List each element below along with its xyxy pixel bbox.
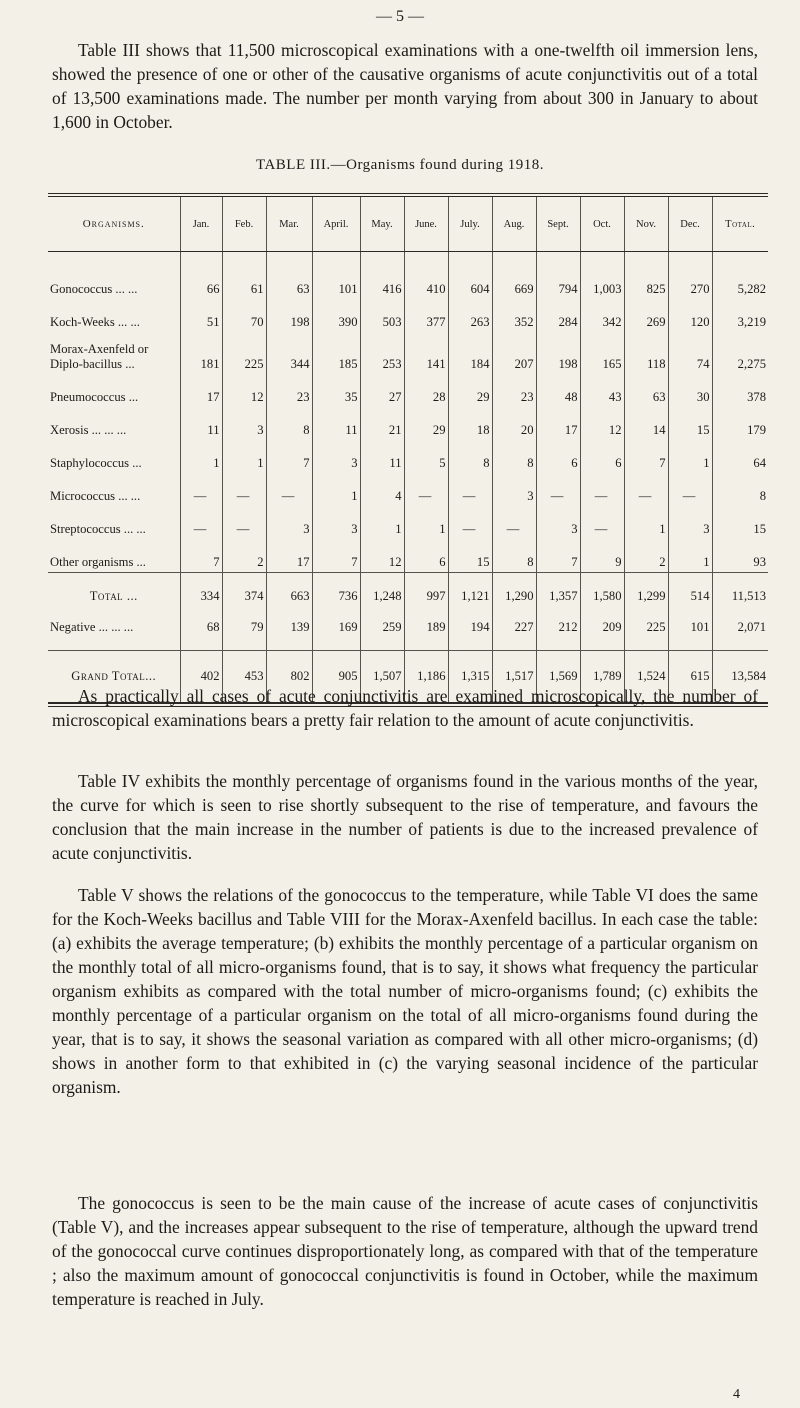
cell: 3: [222, 407, 266, 440]
cell: 3: [266, 506, 312, 539]
cell: 63: [266, 252, 312, 299]
cell: 8: [266, 407, 312, 440]
header-month: Nov.: [624, 197, 668, 251]
row-label: Micrococcus ... ...: [48, 473, 180, 506]
cell: 1,186: [404, 651, 448, 704]
cell: 18: [448, 407, 492, 440]
organisms-table: [48, 193, 768, 707]
row-label: Morax-Axenfeld or Diplo-bacillus ...: [48, 332, 180, 374]
table-row: [48, 440, 768, 473]
cell: 344: [266, 332, 312, 374]
cell: 20: [492, 407, 536, 440]
intro-paragraph: Table III shows that 11,500 microscopical examinations with a one-twelfth oil immersion lens, showed the presence of one or other of the causative organisms of acute conjunctivitis out of a total of 13,500 examinations made. The number per month varying from about 300 in January to about 1,600 in October.: [52, 40, 758, 132]
row-total: 378: [747, 390, 766, 404]
cell: 7: [624, 440, 668, 473]
row-label: Total ...: [48, 573, 180, 621]
cell: 1,290: [492, 573, 536, 621]
table-row: [48, 374, 768, 407]
cell: 189: [404, 620, 448, 651]
row-label: Staphylococcus ...: [48, 440, 180, 473]
row-total: 179: [747, 423, 766, 437]
cell: 12: [580, 407, 624, 440]
cell: 227: [492, 620, 536, 651]
cell: 79: [222, 620, 266, 651]
negative-row: [48, 620, 768, 651]
row-label: Pneumococcus ...: [48, 374, 180, 407]
cell: 66: [180, 252, 222, 299]
header-total: Total.: [725, 218, 756, 230]
cell: 139: [266, 620, 312, 651]
cell: 70: [222, 299, 266, 332]
total-row: [48, 573, 768, 621]
cell: 6: [404, 539, 448, 573]
cell: 11: [360, 440, 404, 473]
cell: —: [580, 473, 624, 506]
row-label: Grand Total...: [48, 651, 180, 704]
page-number: — 5 —: [376, 8, 424, 25]
cell: 169: [312, 620, 360, 651]
cell: 1: [222, 440, 266, 473]
cell: 3: [492, 473, 536, 506]
cell: 63: [624, 374, 668, 407]
row-label: Other organisms ...: [48, 539, 180, 573]
header-month: June.: [404, 197, 448, 251]
cell: 1: [404, 506, 448, 539]
cell: 28: [404, 374, 448, 407]
cell: 101: [312, 252, 360, 299]
cell: 185: [312, 332, 360, 374]
cell: 7: [266, 440, 312, 473]
row-label: Koch-Weeks ... ...: [48, 299, 180, 332]
cell: 8: [492, 440, 536, 473]
cell: 1: [668, 440, 712, 473]
row-label: Negative ... ... ...: [48, 620, 180, 651]
cell: 4: [360, 473, 404, 506]
table-row: [48, 506, 768, 539]
cell: 8: [448, 440, 492, 473]
cell: 1,357: [536, 573, 580, 621]
cell: 352: [492, 299, 536, 332]
cell: 15: [668, 407, 712, 440]
cell: 1: [624, 506, 668, 539]
row-total: 93: [753, 555, 766, 569]
cell: 1: [312, 473, 360, 506]
cell: 194: [448, 620, 492, 651]
cell: 1,507: [360, 651, 404, 704]
row-total: 11,513: [712, 573, 768, 621]
cell: 7: [180, 539, 222, 573]
table-row: [48, 299, 768, 332]
cell: 6: [536, 440, 580, 473]
row-total: 2,071: [737, 620, 766, 634]
cell: 74: [668, 332, 712, 374]
cell: —: [624, 473, 668, 506]
cell: —: [668, 473, 712, 506]
cell: 374: [222, 573, 266, 621]
cell: 17: [180, 374, 222, 407]
cell: 14: [624, 407, 668, 440]
cell: 3: [312, 506, 360, 539]
header-month: Sept.: [536, 197, 580, 251]
row-total: 3,219: [737, 315, 766, 329]
cell: 118: [624, 332, 668, 374]
row-label: Xerosis ... ... ...: [48, 407, 180, 440]
cell: 209: [580, 620, 624, 651]
header-organisms: Organisms.: [48, 197, 180, 251]
cell: 514: [668, 573, 712, 621]
row-total: 8: [759, 489, 766, 503]
cell: —: [536, 473, 580, 506]
paragraph: The gonococcus is seen to be the main cause of the increase of acute cases of conjunctivitis (Table V), and the increases appear subsequent to the rise of temperature, although the upward trend of the gonococcal curve continues disproportionately long, as compared with that of the temperature ; also the maximum amount of gonococcal conjunctivitis is found in October, while the maximum temperature is reached in July.: [52, 1193, 758, 1309]
cell: 503: [360, 299, 404, 332]
cell: 1,299: [624, 573, 668, 621]
cell: —: [266, 473, 312, 506]
paragraph: Table IV exhibits the monthly percentage of organisms found in the various months of the year, the curve for which is seen to rise shortly subsequent to the rise of temperature, and favours the conclusion that the main increase in the number of patients is due to the increased prevalence of acute conjunctivitis.: [52, 771, 758, 863]
cell: 905: [312, 651, 360, 704]
cell: 61: [222, 252, 266, 299]
cell: 12: [222, 374, 266, 407]
cell: 794: [536, 252, 580, 299]
cell: 1,248: [360, 573, 404, 621]
cell: —: [180, 506, 222, 539]
header-month: April.: [312, 197, 360, 251]
cell: 270: [668, 252, 712, 299]
row-total: 2,275: [737, 357, 766, 371]
cell: 11: [180, 407, 222, 440]
cell: 225: [624, 620, 668, 651]
cell: 269: [624, 299, 668, 332]
cell: 802: [266, 651, 312, 704]
cell: 17: [536, 407, 580, 440]
cell: 225: [222, 332, 266, 374]
header-month: July.: [448, 197, 492, 251]
row-total: 13,584: [712, 651, 768, 704]
cell: 390: [312, 299, 360, 332]
cell: 8: [492, 539, 536, 573]
cell: 1,003: [580, 252, 624, 299]
cell: 1,580: [580, 573, 624, 621]
row-label: Gonococcus ... ...: [48, 252, 180, 299]
cell: 21: [360, 407, 404, 440]
cell: 377: [404, 299, 448, 332]
cell: —: [222, 506, 266, 539]
cell: —: [404, 473, 448, 506]
cell: 1,524: [624, 651, 668, 704]
cell: —: [580, 506, 624, 539]
cell: 284: [536, 299, 580, 332]
cell: 663: [266, 573, 312, 621]
cell: 68: [180, 620, 222, 651]
cell: 11: [312, 407, 360, 440]
cell: 453: [222, 651, 266, 704]
cell: 7: [536, 539, 580, 573]
cell: 7: [312, 539, 360, 573]
footer-page-number: 4: [733, 1387, 740, 1402]
cell: 253: [360, 332, 404, 374]
cell: 141: [404, 332, 448, 374]
header-month: Jan.: [180, 197, 222, 251]
cell: 669: [492, 252, 536, 299]
table-row: [48, 539, 768, 573]
cell: 9: [580, 539, 624, 573]
row-total: 64: [753, 456, 766, 470]
cell: 410: [404, 252, 448, 299]
cell: 29: [404, 407, 448, 440]
cell: 198: [266, 299, 312, 332]
cell: 207: [492, 332, 536, 374]
cell: 23: [266, 374, 312, 407]
cell: 2: [624, 539, 668, 573]
cell: —: [448, 506, 492, 539]
cell: 825: [624, 252, 668, 299]
cell: —: [222, 473, 266, 506]
cell: 165: [580, 332, 624, 374]
cell: 5: [404, 440, 448, 473]
header-month: May.: [360, 197, 404, 251]
table-header-row: [48, 197, 768, 251]
cell: 736: [312, 573, 360, 621]
cell: 17: [266, 539, 312, 573]
cell: 3: [668, 506, 712, 539]
cell: 1,517: [492, 651, 536, 704]
cell: 120: [668, 299, 712, 332]
row-total: 5,282: [737, 282, 766, 296]
cell: 48: [536, 374, 580, 407]
table-title: TABLE III.—Organisms found during 1918.: [256, 157, 544, 173]
cell: —: [180, 473, 222, 506]
cell: 198: [536, 332, 580, 374]
cell: 1,569: [536, 651, 580, 704]
header-month: Aug.: [492, 197, 536, 251]
cell: 334: [180, 573, 222, 621]
header-month: Mar.: [266, 197, 312, 251]
cell: 15: [448, 539, 492, 573]
cell: 997: [404, 573, 448, 621]
cell: 43: [580, 374, 624, 407]
table-row: [48, 332, 768, 374]
row-total: 15: [753, 522, 766, 536]
cell: 263: [448, 299, 492, 332]
table-row: [48, 407, 768, 440]
cell: 212: [536, 620, 580, 651]
cell: 259: [360, 620, 404, 651]
cell: 184: [448, 332, 492, 374]
cell: 604: [448, 252, 492, 299]
cell: 342: [580, 299, 624, 332]
cell: 402: [180, 651, 222, 704]
header-month: Oct.: [580, 197, 624, 251]
cell: 29: [448, 374, 492, 407]
header-month: Dec.: [668, 197, 712, 251]
cell: 1,789: [580, 651, 624, 704]
paragraph: As practically all cases of acute conjunctivitis are examined microscopically, the number of microscopical examinations bears a pretty fair relation to the amount of acute conjunctivitis.: [52, 686, 758, 730]
cell: 12: [360, 539, 404, 573]
cell: 30: [668, 374, 712, 407]
table-row: [48, 473, 768, 506]
cell: —: [448, 473, 492, 506]
cell: 615: [668, 651, 712, 704]
cell: 416: [360, 252, 404, 299]
cell: 27: [360, 374, 404, 407]
cell: 51: [180, 299, 222, 332]
cell: 101: [668, 620, 712, 651]
cell: 6: [580, 440, 624, 473]
cell: 35: [312, 374, 360, 407]
header-month: Feb.: [222, 197, 266, 251]
cell: 1: [360, 506, 404, 539]
cell: 3: [536, 506, 580, 539]
cell: 1,315: [448, 651, 492, 704]
cell: 181: [180, 332, 222, 374]
cell: 1: [180, 440, 222, 473]
row-label: Streptococcus ... ...: [48, 506, 180, 539]
paragraph: Table V shows the relations of the gonococcus to the temperature, while Table VI does the same for the Koch-Weeks bacillus and Table VIII for the Morax-Axenfeld bacillus. In each case the table: (a) exhibits the average temperature; (b) exhibits the monthly percentage of a particular organism on the monthly total of all micro-organisms found, that is to say, it shows what frequency the particular organism exhibits as compared with the total number of micro-organisms found; (c) exhibits the monthly percentage of a particular organism on the total of all micro-organisms found during the year, that is to say, it shows the seasonal variation as compared with all other micro-organisms; (d) shows in another form to that exhibited in (c) the varying seasonal incidence of the particular organism.: [52, 885, 758, 1097]
cell: 1,121: [448, 573, 492, 621]
cell: 3: [312, 440, 360, 473]
cell: 2: [222, 539, 266, 573]
cell: 23: [492, 374, 536, 407]
cell: 1: [668, 539, 712, 573]
cell: —: [492, 506, 536, 539]
table-row: [48, 252, 768, 299]
